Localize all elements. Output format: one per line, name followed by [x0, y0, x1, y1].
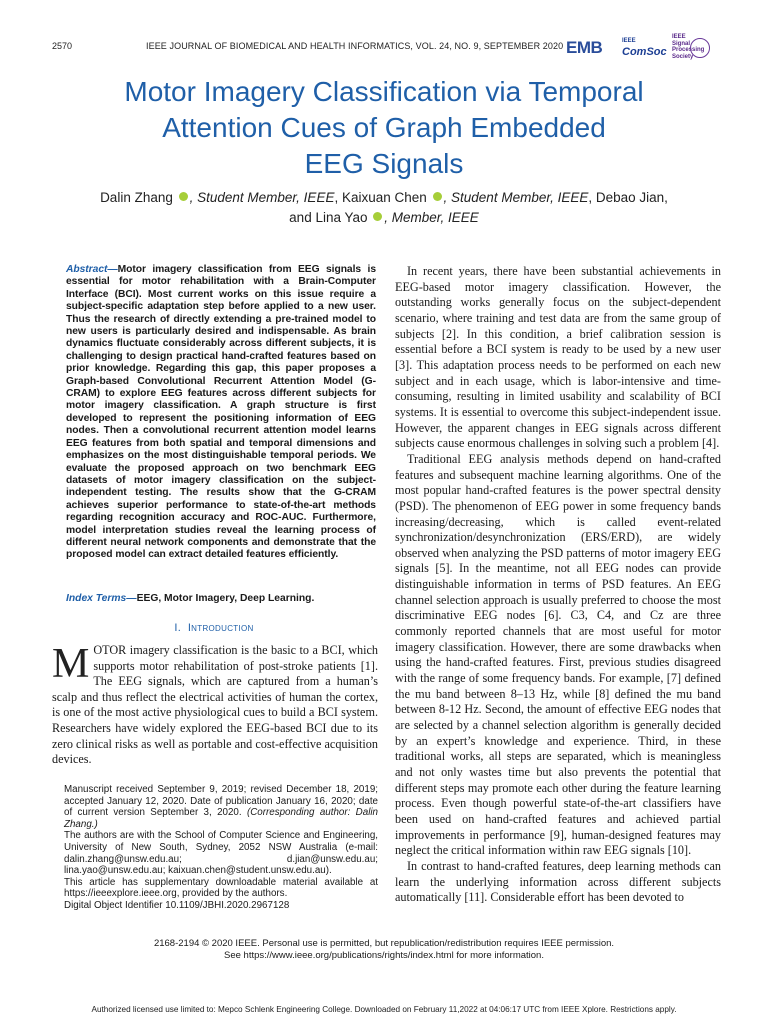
body-paragraph: In recent years, there have been substantial achievements in EEG-based motor imagery classification. However, the outstanding works generally focus on the subject-dependent scenario, where training and test data are from the same group of subjects [2]. In this condition, a brief calibration session is essential before a BCI system is ready to be used by a new user [3]. This adaptation process needs to be performed on each new subject and in each usage, which is labor-intensive and time-consuming, resulting in limited usability and scalability of BCI systems. It is essential to overcome this subject-independent issue. However, the apparent changes in EEG signals across different subjects cause enormous challenges in solving such a problem [4].: [395, 264, 721, 451]
orcid-icon[interactable]: [179, 192, 188, 201]
footnote-received: [64, 784, 378, 830]
copyright-line: See https://www.ieee.org/publications/rights/index.html for more information.: [224, 949, 544, 961]
abstract-dash: —: [107, 264, 118, 275]
sps-line: Processing: [672, 47, 705, 53]
title-line: EEG Signals: [304, 148, 464, 179]
index-terms-dash: —: [126, 593, 137, 604]
right-column: [395, 264, 721, 906]
abstract: [66, 264, 376, 562]
intro-paragraph: [52, 643, 378, 768]
comsoc-ieee-label: IEEE: [622, 38, 636, 44]
orcid-icon[interactable]: [373, 212, 382, 221]
license-notice: Authorized licensed use limited to: Mepco Schlenk Engineering College. Downloaded on February 11,2022 at 04:06:17 UTC from IEEE Xplore. Restrictions apply.: [91, 1005, 677, 1014]
page-number: 2570: [52, 41, 73, 51]
section-heading: [52, 622, 376, 634]
section-title: Introduction: [187, 622, 254, 634]
journal-name: IEEE JOURNAL OF BIOMEDICAL AND HEALTH INFORMATICS, VOL. 24, NO. 9, SEPTEMBER 2020: [146, 41, 564, 51]
footnote-received-text: Manuscript received September 9, 2019; revised December 18, 2019; accepted January 12, 2020. Date of publication January 16, 2020; date of current version September 3, 2020.: [64, 784, 378, 819]
footnote-doi: Digital Object Identifier 10.1109/JBHI.2020.2967128: [64, 899, 290, 911]
title-line: Motor Imagery Classification via Temporal: [124, 76, 644, 107]
sps-logo-mark: [690, 38, 710, 58]
section-number: I.: [174, 622, 182, 634]
copyright-notice: [0, 938, 768, 961]
footnote: [64, 784, 378, 912]
footnote-corresponding: (Corresponding author: Dalin Zhang.): [64, 807, 379, 830]
author-role: , Student Member, IEEE: [189, 190, 335, 205]
index-terms-label: Index Terms: [66, 593, 127, 604]
author-role: , Member, IEEE: [384, 210, 479, 225]
index-terms-text: EEG, Motor Imagery, Deep Learning.: [136, 593, 315, 604]
emb-logo: EMB: [566, 38, 603, 57]
author-name: and Lina Yao: [289, 210, 368, 225]
body-paragraph: In contrast to hand-crafted features, deep learning methods can learn the underlying information across different subjects automatically [11]. Considerable effort has been devoted to: [395, 858, 721, 905]
abstract-text: Motor imagery classification from EEG signals is essential for motor rehabilitation with a Brain-Computer Interface (BCI). Most current works on this issue require a subject-specific adaptation step before applied to a new user. Thus the research of directly extending a pre-trained model to new users is particularly desired and indispensable. As brain dynamics fluctuate considerably across different subjects, it is challenging to design practical hand-crafted features based on prior knowledge. Regarding this gap, this paper proposes a Graph-based Convolutional Recurrent Attention Model (G-CRAM) to explore EEG features across different subjects for motor imagery classification. A graph structure is first developed to represent the positioning information of EEG nodes. Then a convolutional recurrent attention model learns EEG features from both spatial and temporal dimensions and emphasizes on the most distinguishable temporal periods. We evaluate the proposed approach on two benchmark EEG datasets of motor imagery classification on the subject-independent testing. The results show that the G-CRAM achieves superior performance to state-of-the-art methods regarding recognition accuracy and ROC-AUC. Furthermore, model interpretation studies reveal the learning process of different neural network components and demonstrate that the proposed model can extract detailed features efficiently.: [66, 264, 376, 561]
author-name: Dalin Zhang: [100, 190, 173, 205]
footnote-supplementary: This article has supplementary downloadable material available at https://ieeexplore.ieee.org, provided by the authors.: [64, 876, 378, 900]
index-terms: [66, 593, 376, 605]
intro-text: imagery classification is the basic to a BCI, which supports motor rehabilitation of post-stroke patients [1]. The EEG signals, which are captured from a human’s scalp and thus reflect the electrical activities of human the cortex, is one of the most active physiological cues to build a BCI system. Researchers have widely explored the EEG-based BCI due to its zero clinical risks as well as portable and cost-effective acquisition devices.: [52, 643, 378, 767]
sps-line: IEEE: [672, 34, 686, 40]
author-name: , Kaixuan Chen: [334, 190, 427, 205]
footnote-affiliation: The authors are with the School of Computer Science and Engineering, University of New South, Sydney, 2052 NSW Australia (e-mail: dalin.zhang@unsw.edu.au; d.jian@unsw.edu.au; lina.yao@unsw.edu.au; kaixuan.chen@student.unsw.edu.au).: [64, 830, 378, 877]
paper-title: [0, 74, 768, 182]
abstract-label: Abstract: [66, 264, 108, 275]
sps-line: Society: [672, 53, 694, 60]
drop-cap: M: [52, 641, 90, 687]
running-header: [52, 34, 716, 62]
title-line: Attention Cues of Graph Embedded: [162, 112, 606, 143]
body-paragraph: Traditional EEG analysis methods depend on hand-crafted features and subsequent machine learning algorithms. One of the most popular hand-crafted features is the power spectral density (PSD). The phenomenon of EEG power in some frequency bands increasing/decreasing, which is called event-related synchronization/desynchronization (ERS/ERD), are widely observed when analyzing the PSD patterns of motor imagery EEG signals [5]. In the meantime, not all EEG nodes can provide distinguishable information in terms of PSD features. An EEG channel selection approach is usually preferred to choose the most discriminative EEG nodes [6]. C3, C4, and Cz are three commonly reported channels that are most useful for motor imagery classification. However, there are some drawbacks when using the hand-crafted features. First, previous studies disagreed with the range of some frequency bands. For example, [7] defined the mu band between 8–13 Hz, while [8] defined the mu band between 8-12 Hz. Second, the amount of effective EEG nodes that are selected by a channel selection algorithm is generally decided by an expert’s knowledge and experience. Third, in these traditional works, all steps are separated, which is meaningless and not only wastes time but also prevents the potential that different steps may promote each other during the feature learning process. Even though powerful state-of-the-art classifiers have been used on hand-crafted features and achieved partial improvements in performance [9], human-designed features may neglect the critical information within raw EEG signals [10].: [395, 451, 721, 858]
orcid-icon[interactable]: [433, 192, 442, 201]
intro-first-word: OTOR: [93, 643, 127, 657]
comsoc-label: ComSoc: [622, 46, 667, 58]
society-logos: [566, 36, 736, 62]
author-role: , Student Member, IEEE: [443, 190, 589, 205]
author-name: , Debao Jian,: [588, 190, 668, 205]
sps-line: Signal: [672, 40, 691, 47]
copyright-line: 2168-2194 © 2020 IEEE. Personal use is permitted, but republication/redistribution requires IEEE permission.: [153, 938, 615, 949]
comsoc-logo: [622, 36, 667, 58]
author-list: [60, 188, 708, 228]
